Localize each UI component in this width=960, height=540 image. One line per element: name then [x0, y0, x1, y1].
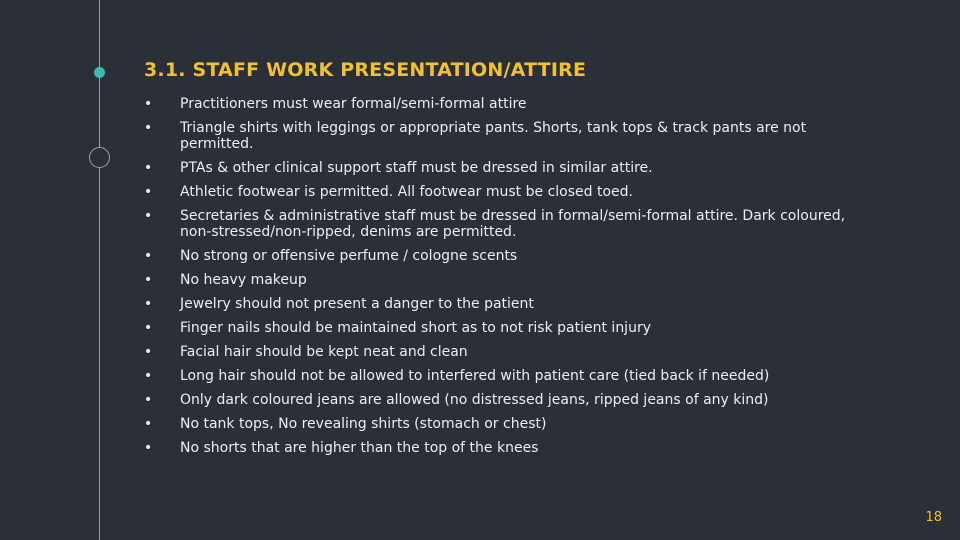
- bullet-item: • PTAs & other clinical support staff must be dressed in similar attire.: [144, 160, 854, 176]
- bullet-item: • No strong or offensive perfume / cologne scents: [144, 248, 854, 264]
- bullet-item: • No shorts that are higher than the top of the knees: [144, 440, 854, 456]
- bullet-item: • Long hair should not be allowed to interfered with patient care (tied back if needed): [144, 368, 854, 384]
- bullet-item: • Practitioners must wear formal/semi-formal attire: [144, 96, 854, 112]
- page-number: 18: [925, 510, 942, 525]
- bullet-item: • No heavy makeup: [144, 272, 854, 288]
- bullet-item: • Jewelry should not present a danger to the patient: [144, 296, 854, 312]
- bullet-item: • Finger nails should be maintained short as to not risk patient injury: [144, 320, 854, 336]
- bullet-item: • Facial hair should be kept neat and clean: [144, 344, 854, 360]
- bullet-item: • Athletic footwear is permitted. All footwear must be closed toed.: [144, 184, 854, 200]
- bullet-item: • Only dark coloured jeans are allowed (no distressed jeans, ripped jeans of any kind): [144, 392, 854, 408]
- bullet-list: [144, 96, 854, 464]
- timeline-active-dot: [94, 67, 105, 78]
- bullet-item: • Triangle shirts with leggings or appropriate pants. Shorts, tank tops & track pants are not permitted.: [144, 120, 854, 152]
- timeline-hollow-dot: [89, 147, 110, 168]
- slide-title: 3.1. STAFF WORK PRESENTATION/ATTIRE: [144, 59, 587, 81]
- bullet-item: • Secretaries & administrative staff must be dressed in formal/semi-formal attire. Dark coloured, non-stressed/non-ripped, denims are permitted.: [144, 208, 854, 240]
- timeline-line: [99, 0, 100, 540]
- bullet-item: • No tank tops, No revealing shirts (stomach or chest): [144, 416, 854, 432]
